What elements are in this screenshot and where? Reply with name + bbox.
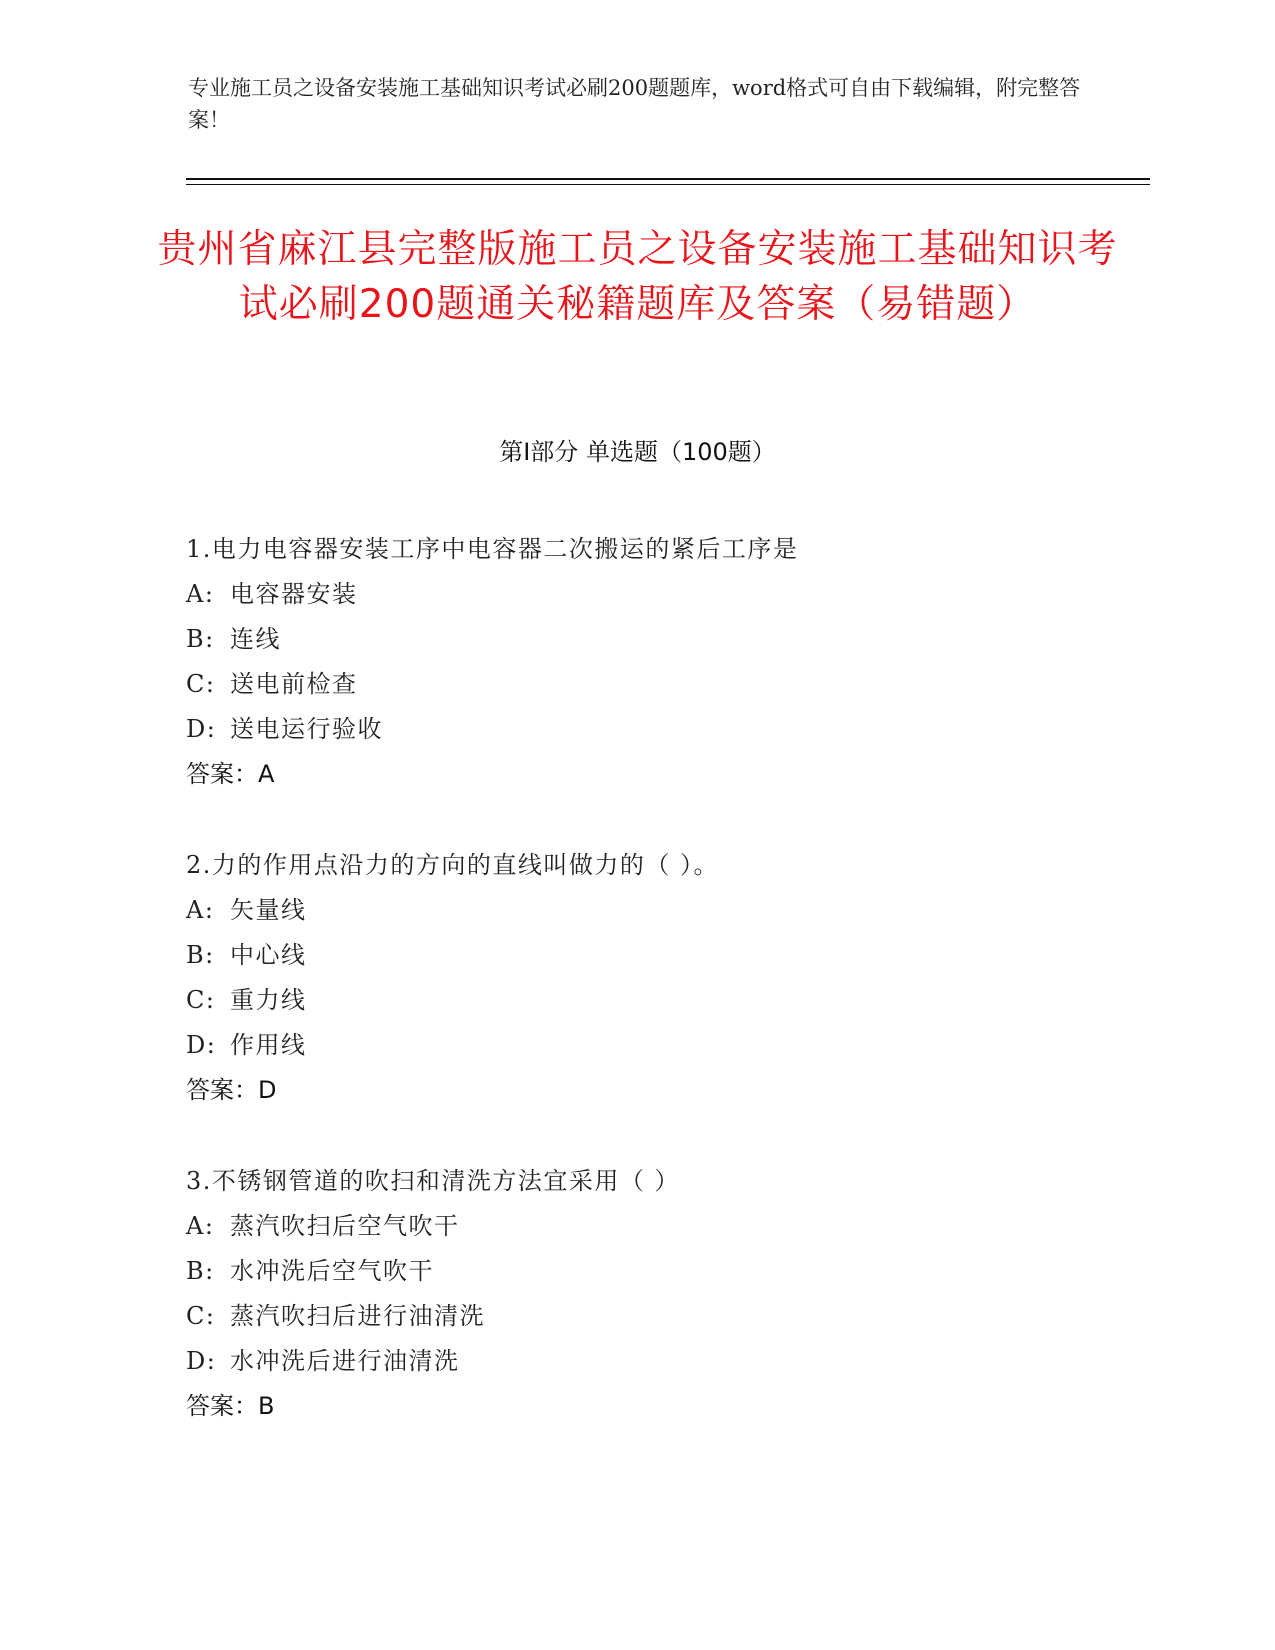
option-key: D: [186, 1347, 217, 1375]
option-b [186, 1249, 1136, 1294]
option-text: 电容器安装 [230, 580, 358, 608]
option-a [186, 572, 1136, 617]
option-text: 蒸汽吹扫后空气吹干 [230, 1212, 460, 1240]
option-key: B: [186, 1257, 215, 1285]
option-b [186, 617, 1136, 662]
option-c [186, 978, 1136, 1023]
header-note: 专业施工员之设备安装施工基础知识考试必刷200题题库，word格式可自由下载编辑，附完整答案！ [188, 76, 1081, 132]
option-text: 送电前检查 [230, 670, 358, 698]
option-b [186, 933, 1136, 978]
question-item [186, 1159, 1136, 1429]
option-key: C: [186, 986, 216, 1014]
answer-line: 答案：D [186, 1076, 277, 1104]
option-a [186, 1204, 1136, 1249]
section-title: 第I部分 单选题（100题） [499, 438, 776, 466]
question-stem: 3.不锈钢管道的吹扫和清洗方法宜采用（ ） [186, 1167, 681, 1195]
header-rule-thin [186, 184, 1150, 185]
question-stem: 2.力的作用点沿力的方向的直线叫做力的（ ）。 [186, 851, 720, 879]
option-d [186, 1339, 1136, 1384]
option-text: 重力线 [230, 986, 307, 1014]
option-d [186, 707, 1136, 752]
option-key: D: [186, 715, 217, 743]
answer-line: 答案：B [186, 1392, 275, 1420]
question-list [186, 527, 1136, 1475]
option-text: 水冲洗后空气吹干 [230, 1257, 434, 1285]
question-item [186, 843, 1136, 1113]
question-item [186, 527, 1136, 797]
option-a [186, 888, 1136, 933]
option-text: 中心线 [230, 941, 307, 969]
option-key: C: [186, 1302, 216, 1330]
option-key: A: [186, 1212, 215, 1240]
option-text: 水冲洗后进行油清洗 [230, 1347, 460, 1375]
header-rule-thick [186, 178, 1150, 180]
option-key: B: [186, 625, 215, 653]
document-title: 贵州省麻江县完整版施工员之设备安装施工基础知识考试必刷200题通关秘籍题库及答案（易错题） [157, 227, 1118, 327]
option-text: 送电运行验收 [230, 715, 383, 743]
option-key: C: [186, 670, 216, 698]
option-text: 矢量线 [230, 896, 307, 924]
option-text: 作用线 [230, 1031, 307, 1059]
option-key: A: [186, 580, 215, 608]
option-key: D: [186, 1031, 217, 1059]
option-c [186, 662, 1136, 707]
option-d [186, 1023, 1136, 1068]
option-text: 连线 [230, 625, 281, 653]
question-stem: 1.电力电容器安装工序中电容器二次搬运的紧后工序是 [186, 535, 799, 563]
option-key: B: [186, 941, 215, 969]
answer-line: 答案：A [186, 760, 275, 788]
option-text: 蒸汽吹扫后进行油清洗 [230, 1302, 485, 1330]
option-c [186, 1294, 1136, 1339]
option-key: A: [186, 896, 215, 924]
